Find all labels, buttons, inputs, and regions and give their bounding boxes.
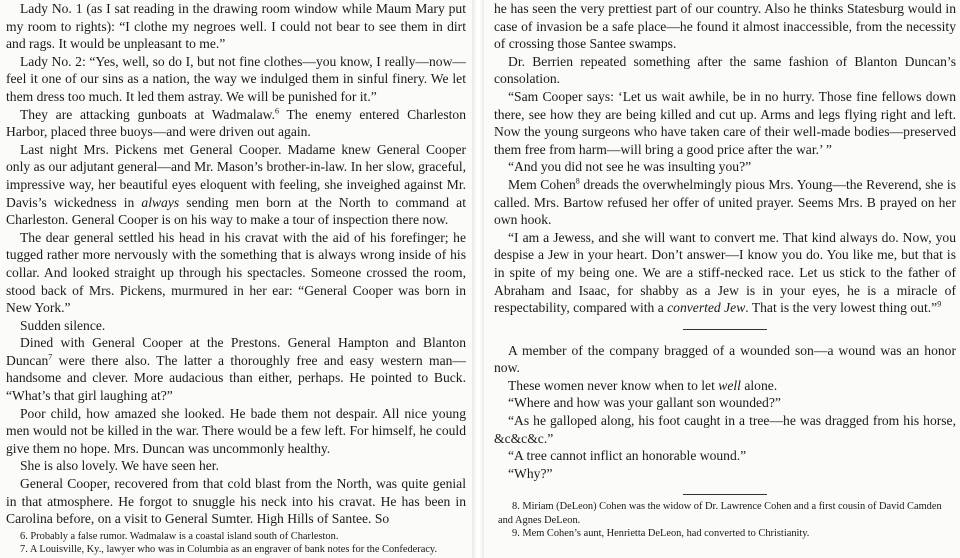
footnote: 7. A Louisville, Ky., lawyer who was in Columbia as an engraver of bank notes for the Confederacy. <box>20 543 438 555</box>
emphasis: well <box>718 377 741 393</box>
paragraph: “Where and how was your gallant son wounded?” <box>508 395 781 411</box>
paragraph: The dear general settled his head in his cravat with the aid of his forefinger; he tugged rather more nervously with the something that is always wrong inside of his collar. And looked straight up through his spectacles. Someone crossed the room, stood back of Mrs. Pickens, murmured in her ear: “General Cooper was born in New York.” <box>6 229 466 316</box>
book-gutter <box>472 0 484 558</box>
left-footnotes <box>6 530 466 556</box>
text: alone. <box>740 377 778 393</box>
right-footnotes <box>498 500 956 540</box>
text: Mem Cohen <box>508 176 576 192</box>
paragraph: “As he galloped along, his foot caught in a tree—he was dragged from his horse, &c&c&c.” <box>494 413 956 446</box>
right-page <box>484 0 960 558</box>
text: Last night Mrs. Pickens met General Cooper. Madame knew General Cooper only as our adjutant general—and Mr. Mason’s brother-in-law. In her slow, graceful, impressive way, her beautiful eyes eloquent with feeling, she inveighed against Mr. Davis’s wickedness in <box>6 141 466 210</box>
text: The enemy entered Charleston Harbor, placed three buoys—and were driven out again. <box>6 106 466 140</box>
emphasis: always <box>141 194 180 210</box>
paragraph: “Sam Cooper says: ‘Let us wait awhile, be in no hurry. Those fine fellows down there, see how they are being killed and cut up. Arms and legs flying right and left. Now the young surgeons who have taken care of their well-made bodies—preserved them free from harm—will bring a good price after the war.’ ” <box>494 88 956 157</box>
text: sending men born at the North to command at Charleston. General Cooper is on his way to make a tour of inspection there now. <box>6 194 466 228</box>
footnote: 9. Mem Cohen’s aunt, Henrietta DeLeon, had converted to Christianity. <box>512 527 810 539</box>
paragraph: “And you did not see he was insulting you?” <box>508 159 752 175</box>
footnote-marker: 7 <box>48 352 53 362</box>
paragraph: Lady No. 2: “Yes, well, so do I, but not fine clothes—you know, I really—now—feel it one of our sins as a nation, the way we indulged them in sinful finery. We let them dress too much. It led them astray. We will be punished for it.” <box>6 53 466 104</box>
paragraph <box>494 176 956 229</box>
text: They are attacking gunboats at Wadmalaw. <box>20 106 276 122</box>
paragraph: “Why?” <box>508 465 553 481</box>
footnote-marker: 8 <box>575 176 580 186</box>
text: were there also. The latter a thoroughly free and easy western man—handsome and clever. More audacious than either, perhaps. He pointed to Buck. “What’s that girl laughing at?” <box>6 352 466 404</box>
paragraph: General Cooper, recovered from that cold blast from the North, was quite genial in that atmosphere. He forgot to snuggle his neck into his cravat. He has been in Carolina before, on a visit to General Sumter. High Hills of Santee. So <box>6 476 466 527</box>
paragraph <box>494 377 956 395</box>
paragraph: She is also lovely. We have seen her. <box>20 458 219 474</box>
footnote-marker: 9 <box>937 299 942 309</box>
paragraph: Lady No. 1 (as I sat reading in the drawing room window while Maum Mary put my room to rights): “I clothe my negroes well. I could not bear to see them in dirt and rags. It would be unpleasant to me.” <box>6 1 466 52</box>
text: Dined with General Cooper at the Prestons. General Hampton and Blanton Duncan <box>6 335 466 368</box>
text: . That is the very lowest thing out.” <box>745 300 938 316</box>
paragraph: Sudden silence. <box>20 317 106 333</box>
paragraph: “A tree cannot inflict an honorable wound.” <box>508 448 747 464</box>
paragraph <box>494 229 956 317</box>
footnote-marker: 6 <box>275 106 280 116</box>
left-page <box>0 0 472 558</box>
paragraph: Poor child, how amazed she looked. He bade them not despair. All nice young men would not be killed in the war. There would be a few left. For himself, he could give them no hope. Mrs. Duncan was uncommonly healthy. <box>6 405 466 456</box>
paragraph: he has seen the very prettiest part of our country. Also he thinks Statesburg would in case of invasion be a safe place—he found it almost inaccessible, from the necessity of crossing those Santee swamps. <box>494 1 956 52</box>
footnote: 6. Probably a false rumor. Wadmalaw is a coastal island south of Charleston. <box>20 530 339 542</box>
section-divider <box>683 329 767 330</box>
text: These women never know when to let <box>508 377 715 393</box>
paragraph: Dr. Berrien repeated something after the same fashion of Blanton Duncan’s consolation. <box>494 53 956 87</box>
text: “I am a Jewess, and she will want to convert me. That kind always do. Now, you despise a Jew in your heart. Don’t answer—I know you do. You like me, but that is in spite of my being one. We are a stiff-necked race. Let us stick to the father of Abraham and Isaac, for shabby as a Jew is in your eyes, he is a miracle of respectability, compared with a <box>494 229 956 316</box>
right-text-column <box>494 0 956 507</box>
paragraph: A member of the company bragged of a wounded son—a wound was an honor now. <box>494 342 956 376</box>
section-divider <box>683 494 767 495</box>
paragraph <box>6 106 466 141</box>
left-text-column <box>6 0 466 528</box>
paragraph <box>6 141 466 229</box>
footnote: 8. Miriam (DeLeon) Cohen was the widow of Dr. Lawrence Cohen and a first cousin of David Camden and Agnes DeLeon. <box>498 501 942 526</box>
emphasis: converted Jew <box>667 300 746 316</box>
text: dreads the overwhelmingly pious Mrs. Young—the Reverend, she is called. Mrs. Bartow refused her offer of united prayer. Seems Mrs. B prayed on her own hook. <box>494 176 956 228</box>
paragraph <box>6 334 466 404</box>
